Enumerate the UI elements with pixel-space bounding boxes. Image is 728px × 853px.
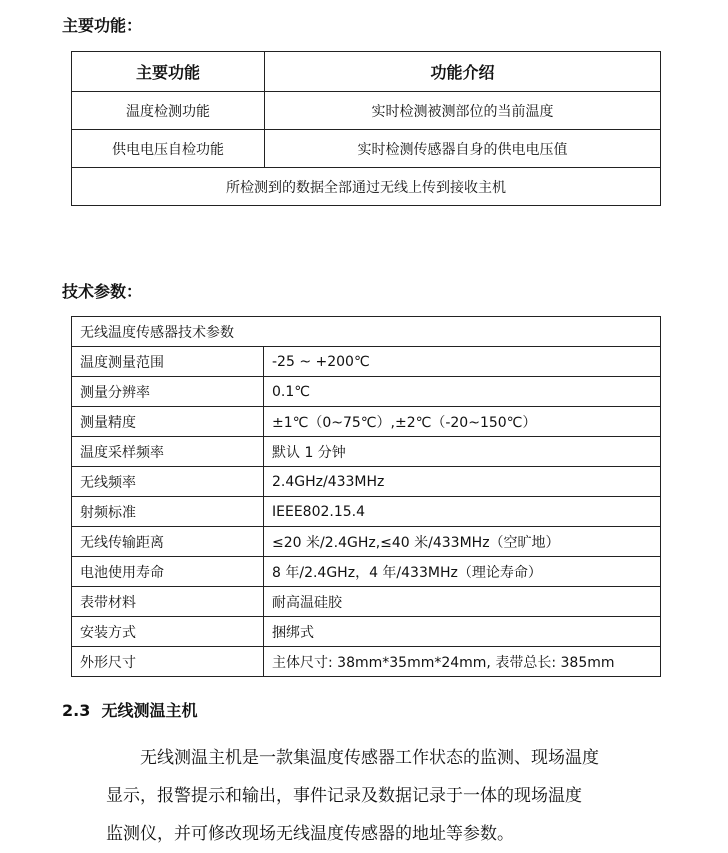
param-name-cell: 无线频率 xyxy=(72,467,264,497)
header-cell-description: 功能介绍 xyxy=(265,52,661,92)
table-row xyxy=(72,130,661,168)
param-name-cell: 温度测量范围 xyxy=(72,347,264,377)
param-value-cell: 2.4GHz/433MHz xyxy=(264,467,661,497)
table-title-cell: 无线温度传感器技术参数 xyxy=(72,317,661,347)
param-value-cell: 主体尺寸: 38mm*35mm*24mm, 表带总长: 385mm xyxy=(264,647,661,677)
param-value-cell: 耐高温硅胶 xyxy=(264,587,661,617)
param-name-cell: 无线传输距离 xyxy=(72,527,264,557)
table-row xyxy=(72,467,661,497)
paragraph-line: 监测仪，并可修改现场无线温度传感器的地址等参数。 xyxy=(106,824,514,844)
param-value-cell: IEEE802.15.4 xyxy=(264,497,661,527)
table-row xyxy=(72,347,661,377)
table-row xyxy=(72,92,661,130)
table-row xyxy=(72,527,661,557)
table-footer-row xyxy=(72,168,661,206)
table-row xyxy=(72,617,661,647)
main-functions-table xyxy=(71,51,661,206)
table-row xyxy=(72,377,661,407)
header-cell-function: 主要功能 xyxy=(72,52,265,92)
function-name-cell: 温度检测功能 xyxy=(72,92,265,130)
function-description-cell: 实时检测传感器自身的供电电压值 xyxy=(265,130,661,168)
param-value-cell: 0.1℃ xyxy=(264,377,661,407)
param-value-cell: -25 ~ +200℃ xyxy=(264,347,661,377)
table-row xyxy=(72,557,661,587)
paragraph-line: 无线测温主机是一款集温度传感器工作状态的监测、现场温度 xyxy=(140,748,599,768)
paragraph-line: 显示，报警提示和输出，事件记录及数据记录于一体的现场温度 xyxy=(106,786,582,806)
param-value-cell: ±1℃（0~75℃）,±2℃（-20~150℃） xyxy=(264,407,661,437)
table-row xyxy=(72,437,661,467)
footer-cell: 所检测到的数据全部通过无线上传到接收主机 xyxy=(72,168,661,206)
param-name-cell: 表带材料 xyxy=(72,587,264,617)
table-row xyxy=(72,497,661,527)
param-name-cell: 射频标准 xyxy=(72,497,264,527)
table-title-row xyxy=(72,317,661,347)
param-name-cell: 外形尺寸 xyxy=(72,647,264,677)
param-name-cell: 电池使用寿命 xyxy=(72,557,264,587)
table-row xyxy=(72,407,661,437)
param-value-cell: ≤20 米/2.4GHz,≤40 米/433MHz（空旷地） xyxy=(264,527,661,557)
param-name-cell: 温度采样频率 xyxy=(72,437,264,467)
param-name-cell: 测量分辨率 xyxy=(72,377,264,407)
param-value-cell: 8 年/2.4GHz，4 年/433MHz（理论寿命） xyxy=(264,557,661,587)
tech-params-heading: 技术参数： xyxy=(62,282,143,301)
function-description-cell: 实时检测被测部位的当前温度 xyxy=(265,92,661,130)
table-row xyxy=(72,587,661,617)
section-heading: 2.3 无线测温主机 xyxy=(62,701,198,720)
table-header-row xyxy=(72,52,661,92)
param-value-cell: 捆绑式 xyxy=(264,617,661,647)
function-name-cell: 供电电压自检功能 xyxy=(72,130,265,168)
param-name-cell: 测量精度 xyxy=(72,407,264,437)
param-value-cell: 默认 1 分钟 xyxy=(264,437,661,467)
section-paragraph xyxy=(106,739,666,853)
table-row xyxy=(72,647,661,677)
param-name-cell: 安装方式 xyxy=(72,617,264,647)
tech-params-table xyxy=(71,316,661,677)
main-functions-heading: 主要功能： xyxy=(62,16,143,35)
